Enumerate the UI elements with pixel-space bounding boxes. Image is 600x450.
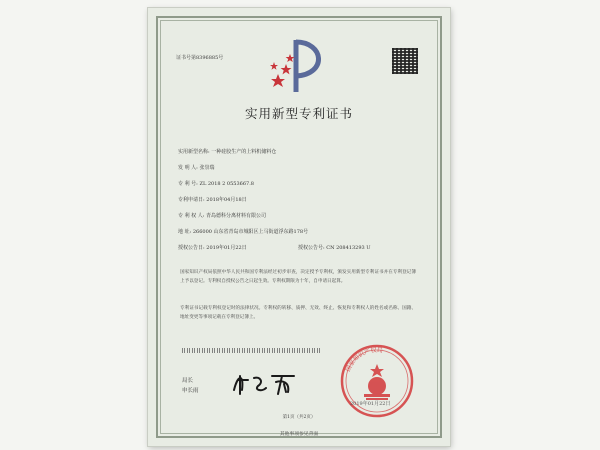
- cnipa-logo: [266, 34, 336, 96]
- field-value: 张崇瑞: [199, 165, 215, 171]
- signature-role-name: 申长雨: [182, 388, 199, 394]
- field-label: 地 址:: [178, 229, 192, 235]
- legal-paragraph-1: 国家知识产权局依照中华人民共和国专利法经过初步审查，决定授予专利权，颁发实用新型专利证书并在专利登记簿上予以登记。专利权自授权公告之日起生效。专利权期限为十年，自申请日起算。: [180, 270, 416, 284]
- qr-code-icon: [392, 48, 418, 74]
- field-label: 专 利 权 人:: [178, 213, 205, 219]
- field-value: 2018年04月18日: [206, 197, 247, 203]
- field-label: 专 利 号:: [178, 181, 198, 187]
- handwritten-signature: [230, 368, 300, 398]
- field-patent-number: [178, 180, 254, 187]
- barcode-strip: [182, 348, 322, 353]
- signature-role-director: 局长: [182, 378, 194, 384]
- field-label: 专利申请日:: [178, 197, 205, 203]
- certificate-paper: [148, 8, 450, 446]
- field-patentee: [178, 212, 266, 219]
- seal-text: 国家知识产权局: [344, 346, 384, 373]
- field-label: 授权公告日:: [178, 245, 205, 251]
- field-value: CN 208413293 U: [326, 245, 371, 251]
- field-value: 2019年01月22日: [206, 245, 247, 251]
- certificate-number: 证书号第8396885号: [176, 55, 224, 61]
- field-label: 实用新型名称:: [178, 149, 210, 155]
- seal-date: 2019年01月22日: [350, 401, 391, 407]
- field-announcement-number: [298, 244, 371, 251]
- footer-note: 其他事项参见背面: [279, 432, 319, 437]
- field-value: 266000 山东省青岛市城阳区上马街道浮东路178号: [192, 229, 309, 235]
- field-address: [178, 228, 308, 235]
- official-seal-icon: [338, 342, 416, 420]
- field-label: 授权公告号:: [298, 245, 325, 251]
- field-value: ZL 2018 2 0553667.8: [199, 181, 254, 187]
- field-inventor: [178, 164, 214, 171]
- page-marker: 第1页（共2页）: [282, 415, 316, 420]
- legal-paragraph-2: 专利证书记载专利权登记时的法律状况。专利权的转移、质押、无效、终止、恢复和专利权人的姓名或名称、国籍、地址变更等事项记载在专利登记簿上。: [180, 306, 416, 320]
- field-label: 发 明 人:: [178, 165, 198, 171]
- field-application-date: [178, 196, 247, 203]
- field-value: 青岛德科分离材料有限公司: [206, 213, 267, 219]
- certificate-title: 实用新型专利证书: [244, 106, 353, 121]
- field-value: 一种硅胶生产的上料机储料仓: [211, 149, 277, 155]
- field-utility-model-name: [178, 148, 276, 155]
- field-grant-date: [178, 244, 247, 251]
